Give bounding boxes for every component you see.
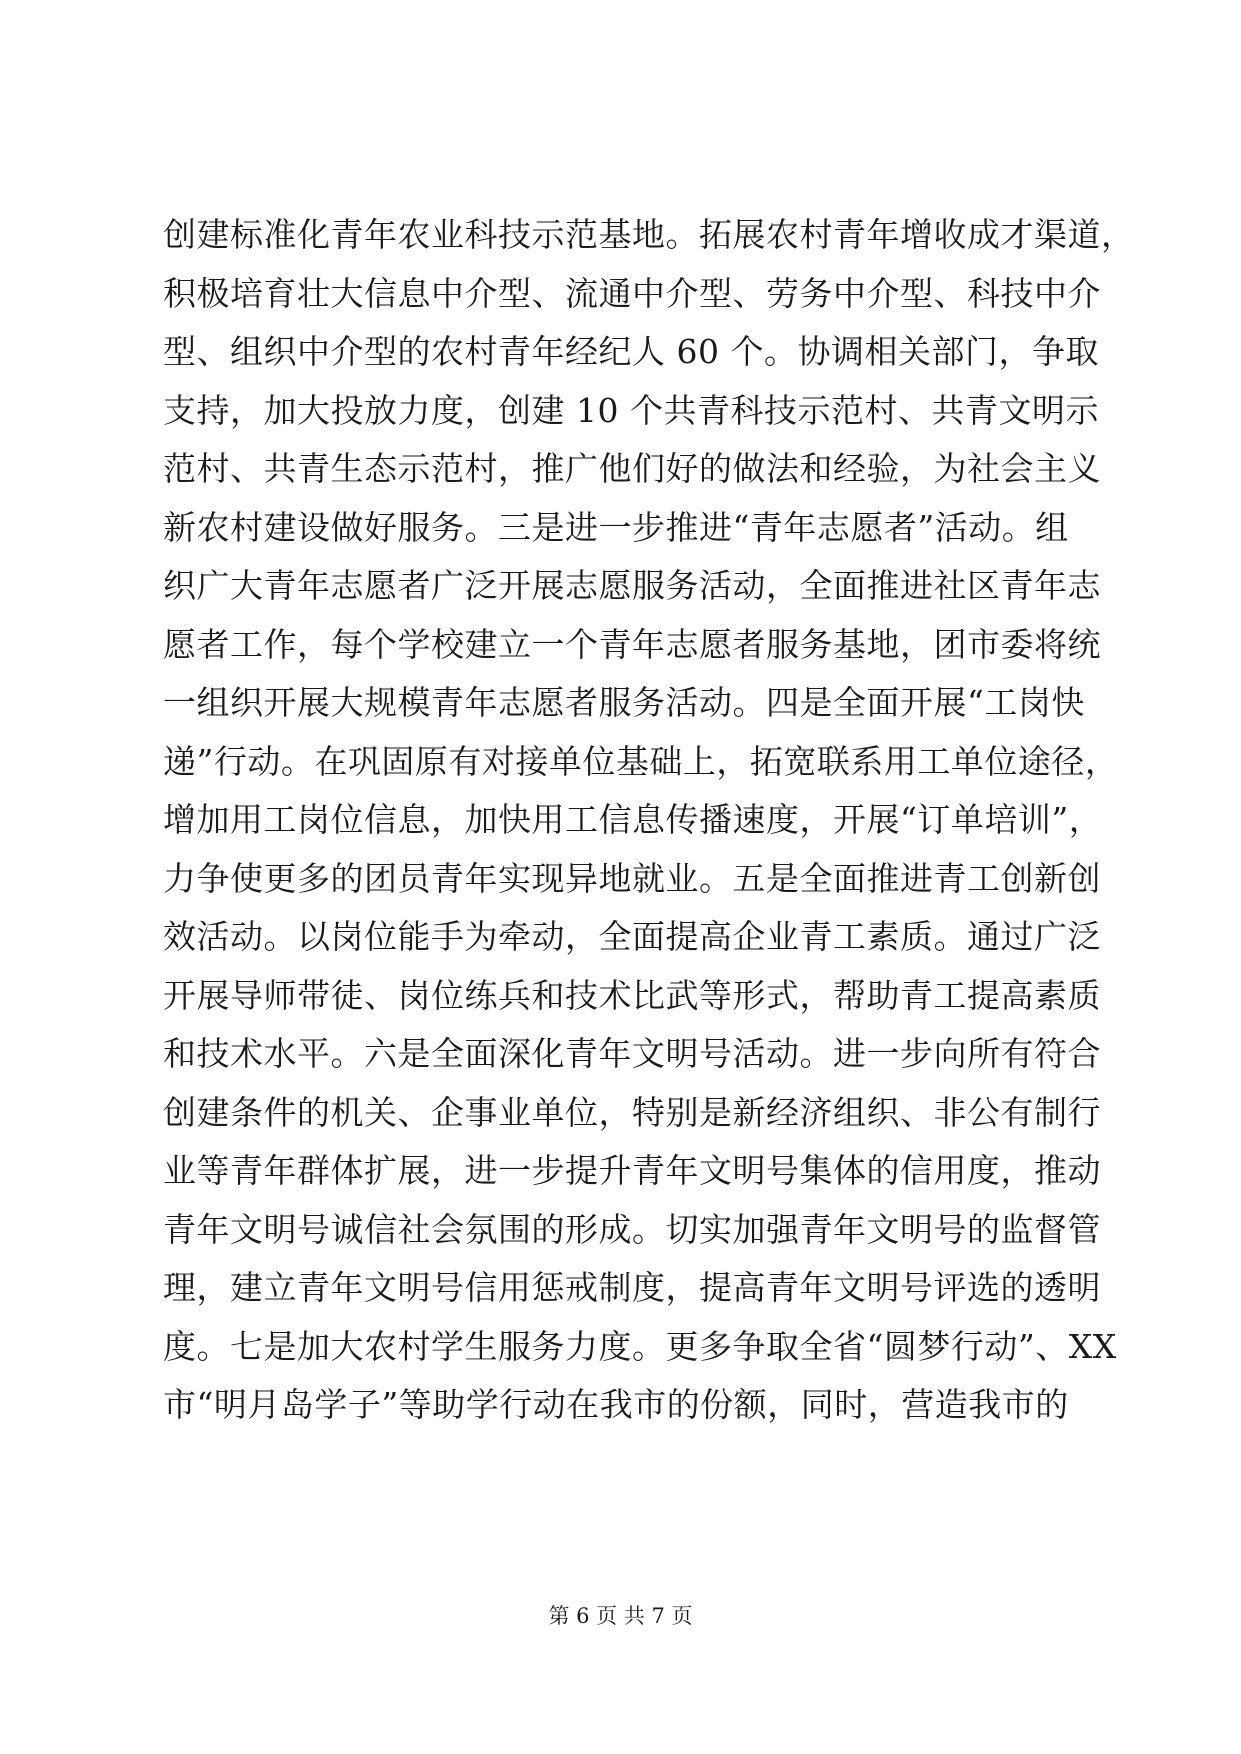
text-line: 积极培育壮大信息中介型、流通中介型、劳务中介型、科技中介 [163, 273, 1101, 313]
body-text [163, 206, 1135, 1435]
text-line: 范村、共青生态示范村，推广他们好的做法和经验，为社会主义 [163, 449, 1101, 488]
text-line: 增加用工岗位信息，加快用工信息传播速度，开展“订单培训”， [163, 800, 1103, 839]
text-line: 创建条件的机关、企事业单位，特别是新经济组织、非公有制行 [163, 1092, 1101, 1132]
text-line: 一组织开展大规模青年志愿者服务活动。四是全面开展“工岗快 [163, 683, 1085, 722]
text-line: 创建标准化青年农业科技示范基地。拓展农村青年增收成才渠道， [163, 215, 1135, 254]
text-line: 型、组织中介型的农村青年经纪人 60 个。协调相关部门，争取 [163, 332, 1099, 371]
text-line: 力争使更多的团员青年实现异地就业。五是全面推进青工创新创 [163, 858, 1101, 898]
text-line: 和技术水平。六是全面深化青年文明号活动。进一步向所有符合 [163, 1034, 1101, 1073]
text-line: 市“明月岛学子”等助学行动在我市的份额，同时，营造我市的 [163, 1385, 1069, 1424]
text-line: 理，建立青年文明号信用惩戒制度，提高青年文明号评选的透明 [163, 1268, 1101, 1307]
text-line: 新农村建设做好服务。三是进一步推进“青年志愿者”活动。组 [163, 507, 1069, 547]
text-line: 递”行动。在巩固原有对接单位基础上，拓宽联系用工单位途径， [163, 741, 1119, 781]
text-line: 效活动。以岗位能手为牵动，全面提高企业青工素质。通过广泛 [163, 917, 1101, 956]
text-line: 业等青年群体扩展，进一步提升青年文明号集体的信用度，推动 [163, 1151, 1101, 1190]
text-line: 开展导师带徒、岗位练兵和技术比武等形式，帮助青工提高素质 [163, 975, 1101, 1015]
text-line: 愿者工作，每个学校建立一个青年志愿者服务基地，团市委将统 [163, 624, 1101, 664]
text-line: 织广大青年志愿者广泛开展志愿服务活动，全面推进社区青年志 [163, 566, 1101, 605]
text-line: 青年文明号诚信社会氛围的形成。切实加强青年文明号的监督管 [163, 1209, 1101, 1249]
page-number-footer: 第 6 页 共 7 页 [548, 1604, 693, 1628]
text-line: 度。七是加大农村学生服务力度。更多争取全省“圆梦行动”、XX [163, 1326, 1117, 1366]
text-line: 支持，加大投放力度，创建 10 个共青科技示范村、共青文明示 [163, 390, 1099, 430]
